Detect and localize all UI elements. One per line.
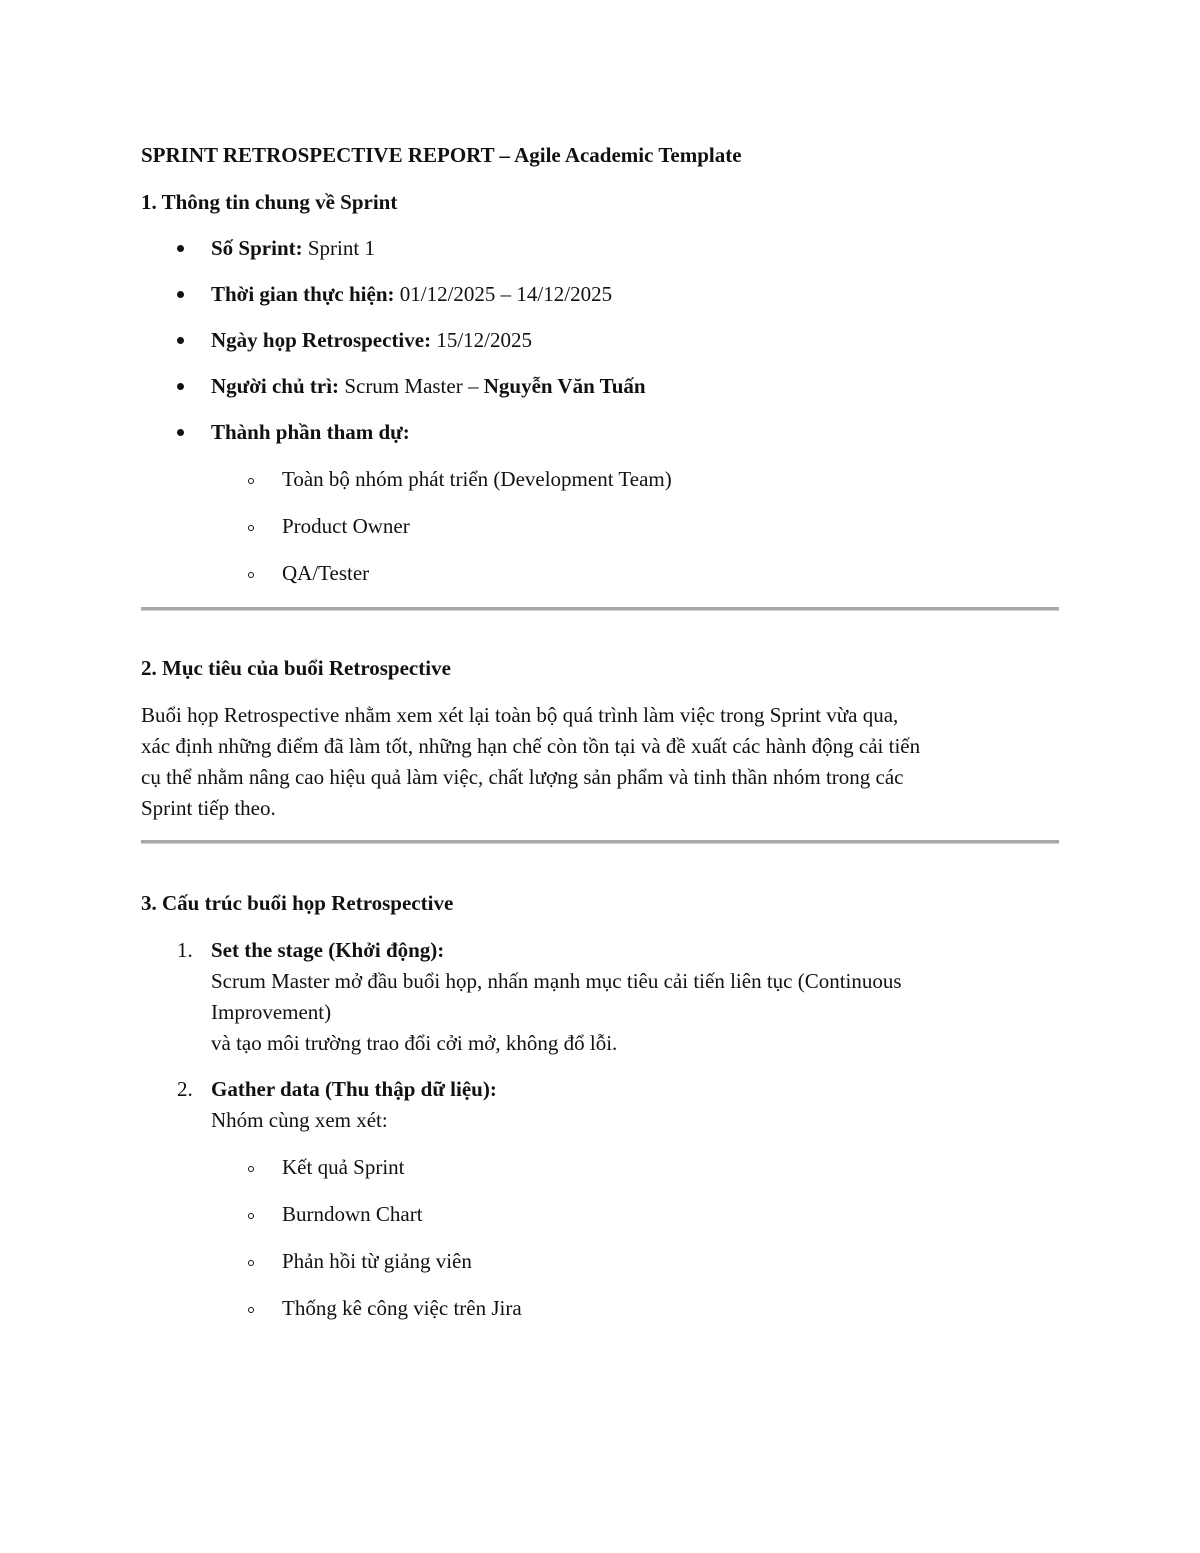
paragraph-line: Buổi họp Retrospective nhằm xem xét lại toàn bộ quá trình làm việc trong Sprint vừa qua, [141, 703, 899, 727]
sprint-info-item-number [141, 233, 1059, 264]
sprint-info-value: Scrum Master – [344, 374, 484, 398]
attendee-item [141, 558, 1059, 589]
sprint-info-value: 01/12/2025 – 14/12/2025 [399, 282, 613, 306]
attendee-item [141, 511, 1059, 542]
circle-bullet-icon [248, 1213, 254, 1219]
circle-bullet-icon [248, 572, 254, 578]
data-source-text: Thống kê công việc trên Jira [282, 1296, 522, 1320]
sprint-info-value: Sprint 1 [307, 236, 375, 260]
attendee-text: Toàn bộ nhóm phát triển (Development Team) [282, 467, 672, 491]
bullet-icon [177, 383, 184, 390]
step-line: Improvement) [211, 1000, 332, 1024]
step-number: 2. [177, 1077, 193, 1101]
data-sources-list [141, 1152, 1059, 1324]
data-source-text: Kết quả Sprint [282, 1155, 405, 1179]
meeting-step [141, 1074, 1059, 1324]
circle-bullet-icon [248, 1307, 254, 1313]
document-title: SPRINT RETROSPECTIVE REPORT – Agile Academic Template [141, 143, 742, 167]
section-divider [141, 607, 1059, 611]
data-source-item [141, 1152, 1059, 1183]
paragraph-line: xác định những điểm đã làm tốt, những hạn chế còn tồn tại và đề xuất các hành động cải tiến [141, 734, 921, 758]
sprint-info-label: Số Sprint: [211, 236, 303, 260]
meeting-steps-list [141, 935, 1059, 1324]
data-source-text: Burndown Chart [282, 1202, 423, 1226]
step-number: 1. [177, 938, 193, 962]
bullet-icon [177, 245, 184, 252]
circle-bullet-icon [248, 1260, 254, 1266]
sprint-info-item-host [141, 371, 1059, 402]
data-source-item [141, 1293, 1059, 1324]
circle-bullet-icon [248, 525, 254, 531]
sprint-info-item-attendees [141, 417, 1059, 589]
section-divider [141, 840, 1059, 844]
data-source-item [141, 1246, 1059, 1277]
circle-bullet-icon [248, 478, 254, 484]
paragraph-line: Sprint tiếp theo. [141, 796, 276, 820]
sprint-info-list [141, 233, 1059, 589]
host-name: Nguyễn Văn Tuấn [483, 374, 646, 398]
attendee-item [141, 464, 1059, 495]
sprint-info-item-meeting-date [141, 325, 1059, 356]
attendee-text: QA/Tester [282, 561, 370, 585]
bullet-icon [177, 337, 184, 344]
attendee-text: Product Owner [282, 514, 410, 538]
step-line: Scrum Master mở đầu buổi họp, nhấn mạnh mục tiêu cải tiến liên tục (Continuous [211, 969, 902, 993]
sprint-info-label: Ngày họp Retrospective: [211, 328, 432, 352]
data-source-item [141, 1199, 1059, 1230]
step-line: Nhóm cùng xem xét: [211, 1108, 388, 1132]
sprint-info-value: 15/12/2025 [436, 328, 533, 352]
attendee-list [141, 464, 1059, 589]
meeting-step [141, 935, 1059, 1059]
bullet-icon [177, 429, 184, 436]
step-title: Gather data (Thu thập dữ liệu): [211, 1077, 497, 1101]
step-line: và tạo môi trường trao đổi cởi mở, không đổ lỗi. [211, 1031, 618, 1055]
sprint-info-label: Người chủ trì: [211, 374, 340, 398]
sprint-info-label: Thành phần tham dự: [211, 420, 410, 444]
document-page [141, 140, 1059, 1340]
section-3-heading: 3. Cấu trúc buổi họp Retrospective [141, 891, 454, 915]
paragraph-line: cụ thể nhằm nâng cao hiệu quả làm việc, chất lượng sản phẩm và tinh thần nhóm trong các [141, 765, 904, 789]
circle-bullet-icon [248, 1166, 254, 1172]
bullet-icon [177, 291, 184, 298]
sprint-info-item-duration [141, 279, 1059, 310]
step-title: Set the stage (Khởi động): [211, 938, 445, 962]
objective-paragraph [141, 700, 1041, 824]
data-source-text: Phản hồi từ giảng viên [282, 1249, 472, 1273]
section-1-heading: 1. Thông tin chung về Sprint [141, 190, 398, 214]
sprint-info-label: Thời gian thực hiện: [211, 282, 395, 306]
section-2-heading: 2. Mục tiêu của buổi Retrospective [141, 656, 451, 680]
